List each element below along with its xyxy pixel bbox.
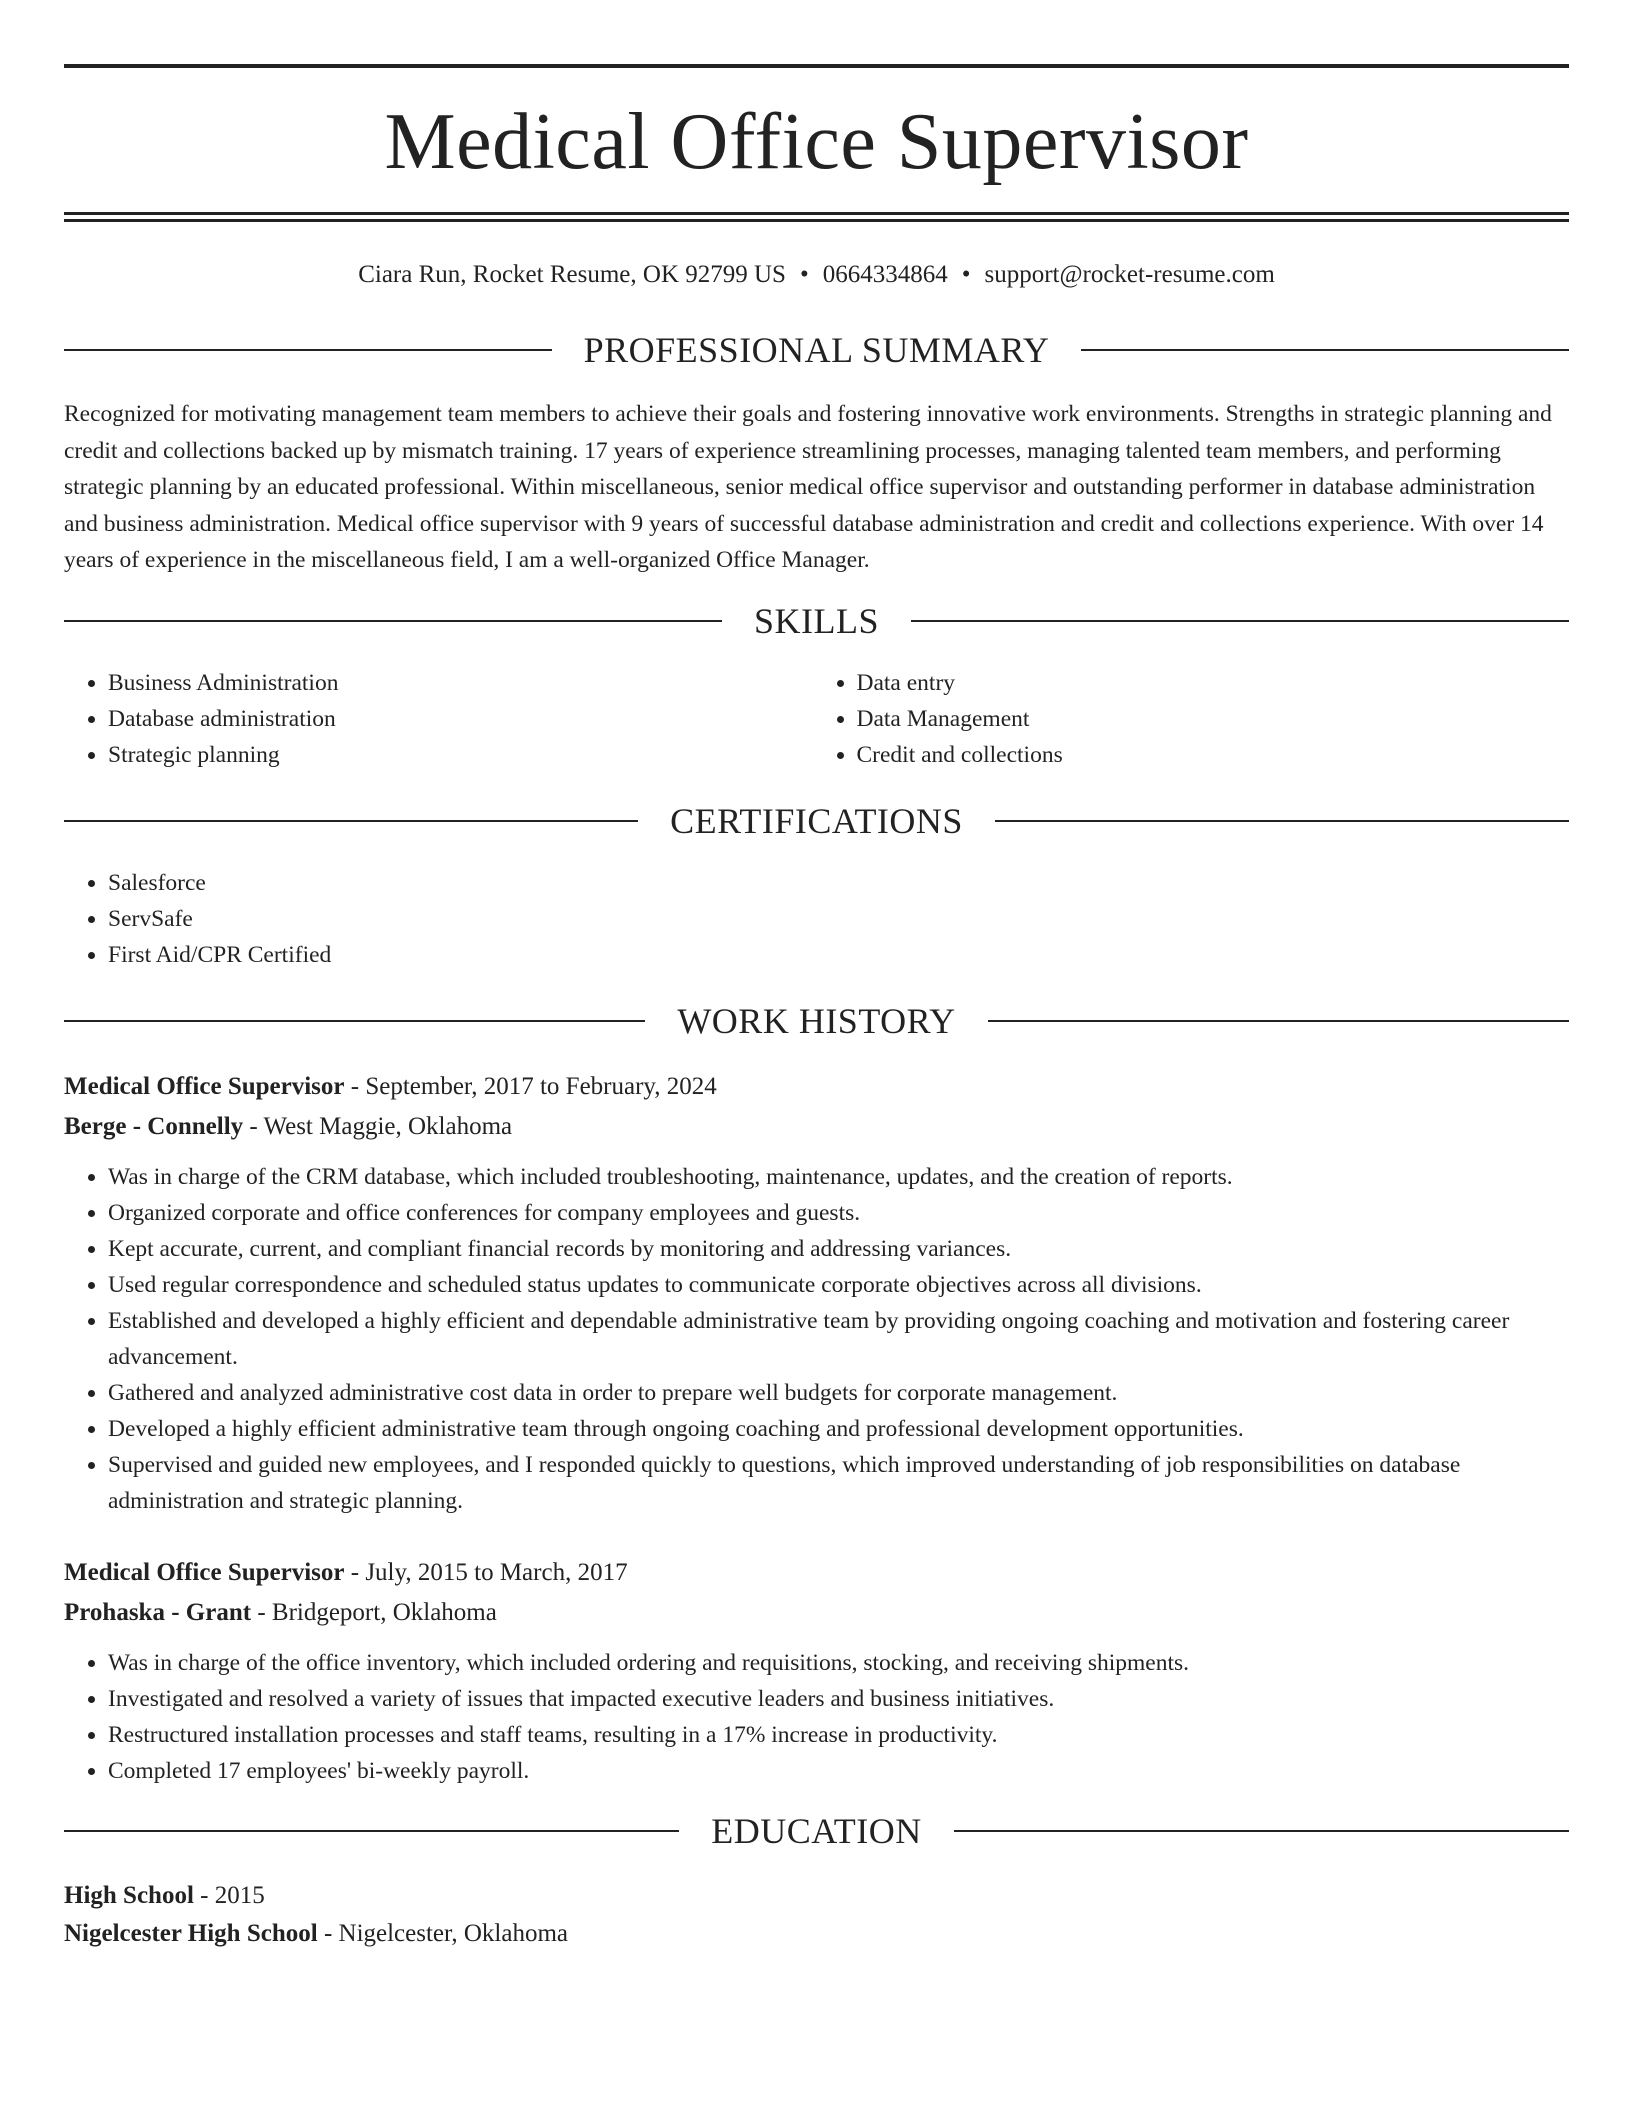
job-location: - West Maggie, Oklahoma [243, 1112, 513, 1140]
resume-page [64, 64, 1569, 1953]
top-rule [64, 64, 1569, 68]
job-bullet: • Investigated and resolved a variety of issues that impacted executive leaders and business initiatives. [108, 1681, 1569, 1717]
job-location: - Bridgeport, Oklahoma [251, 1598, 497, 1626]
heading-rule [1081, 349, 1569, 351]
heading-rule [954, 1830, 1569, 1832]
work-history-heading [64, 1001, 1569, 1041]
job-bullet: • Organized corporate and office conferences for company employees and guests. [108, 1195, 1569, 1231]
job-dates: - July, 2015 to March, 2017 [344, 1558, 628, 1586]
title-double-rule [64, 212, 1569, 222]
contact-separator: • [799, 261, 809, 288]
job-bullets [64, 1159, 1569, 1519]
heading-rule [64, 620, 722, 622]
job-bullet: • Used regular correspondence and scheduled status updates to communicate corporate objectives across all divisions. [108, 1267, 1569, 1303]
job-company-line [64, 1593, 1569, 1633]
job-bullet: • Restructured installation processes and staff teams, resulting in a 17% increase in productivity. [108, 1717, 1569, 1753]
certifications-list [64, 865, 1569, 973]
contact-phone: 0664334864 [822, 261, 948, 288]
resume-title: Medical Office Supervisor [384, 98, 1249, 186]
education-location: - Nigelcester, Oklahoma [317, 1919, 568, 1947]
job-bullet: • Completed 17 employees' bi-weekly payroll. [108, 1753, 1569, 1789]
education-heading-label: EDUCATION [711, 1810, 922, 1851]
job-bullet: • Developed a highly efficient administrative team through ongoing coaching and professional development opportunities. [108, 1411, 1569, 1447]
summary-text: Recognized for motivating management team members to achieve their goals and fostering innovative work environments. Strengths in strategic planning and credit and collections backed up by mismatch training. 17 years of experience streamlining processes, managing talented team members, and performing strategic planning by an educated professional. Within miscellaneous, senior medical office supervisor and outstanding performer in database administration and business administration. Medical office supervisor with 9 years of successful database administration and credit and collections experience. With over 14 years of experience in the miscellaneous field, I am a well-organized Office Manager. [64, 401, 1552, 573]
education-school: Nigelcester High School [64, 1919, 318, 1947]
skill-item: • Credit and collections [857, 737, 1570, 773]
skills-heading [64, 601, 1569, 641]
certifications-heading [64, 801, 1569, 841]
job-company-line [64, 1107, 1569, 1147]
job-bullets [64, 1645, 1569, 1789]
education-heading [64, 1811, 1569, 1851]
skill-item: • Data entry [857, 665, 1570, 701]
summary-heading-label: PROFESSIONAL SUMMARY [583, 330, 1050, 370]
contact-line [64, 260, 1569, 290]
education-degree: High School [64, 1881, 194, 1909]
certifications-heading-label: CERTIFICATIONS [670, 800, 963, 841]
heading-rule [64, 349, 552, 351]
certification-item: • First Aid/CPR Certified [108, 937, 1569, 973]
skills-list [64, 665, 1569, 773]
job-bullet: • Was in charge of the office inventory, which included ordering and requisitions, stocking, and receiving shipments. [108, 1645, 1569, 1681]
education-degree-line [64, 1877, 1569, 1915]
job-entry [64, 1553, 1569, 1789]
certification-item: • Salesforce [108, 865, 1569, 901]
education-year: - 2015 [193, 1881, 265, 1909]
skill-item: • Business Administration [108, 665, 817, 701]
skills-heading-label: SKILLS [754, 600, 880, 641]
job-bullet: • Was in charge of the CRM database, which included troubleshooting, maintenance, updates, and the creation of reports. [108, 1159, 1569, 1195]
job-title: Medical Office Supervisor [64, 1558, 345, 1586]
heading-rule [64, 1020, 645, 1022]
skills-column-right [817, 665, 1570, 773]
heading-rule [995, 820, 1569, 822]
job-entry [64, 1067, 1569, 1519]
contact-address: Ciara Run, Rocket Resume, OK 92799 US [358, 261, 786, 288]
contact-email: support@rocket-resume.com [984, 261, 1275, 288]
job-company: Prohaska - Grant [64, 1598, 252, 1626]
heading-rule [64, 1830, 679, 1832]
job-bullet: • Supervised and guided new employees, and I responded quickly to questions, which improved understanding of job responsibilities on database administration and strategic planning. [108, 1447, 1569, 1519]
certification-item: • ServSafe [108, 901, 1569, 937]
job-title: Medical Office Supervisor [64, 1072, 345, 1100]
skills-column-left [64, 665, 817, 773]
job-bullet: • Kept accurate, current, and compliant financial records by monitoring and addressing variances. [108, 1231, 1569, 1267]
skill-item: • Database administration [108, 701, 817, 737]
heading-rule [988, 1020, 1569, 1022]
skill-item: • Data Management [857, 701, 1570, 737]
job-bullet: • Gathered and analyzed administrative cost data in order to prepare well budgets for corporate management. [108, 1375, 1569, 1411]
summary-heading [64, 330, 1569, 370]
heading-rule [911, 620, 1569, 622]
heading-rule [64, 820, 638, 822]
education-school-line [64, 1915, 1569, 1953]
job-title-line [64, 1553, 1569, 1593]
work-history-heading-label: WORK HISTORY [677, 1000, 956, 1041]
job-company: Berge - Connelly [64, 1112, 244, 1140]
contact-separator: • [961, 261, 971, 288]
job-bullet: • Established and developed a highly efficient and dependable administrative team by providing ongoing coaching and motivation and fostering career advancement. [108, 1303, 1569, 1375]
job-dates: - September, 2017 to February, 2024 [344, 1072, 717, 1100]
job-title-line [64, 1067, 1569, 1107]
education-entry [64, 1877, 1569, 1953]
skill-item: • Strategic planning [108, 737, 817, 773]
